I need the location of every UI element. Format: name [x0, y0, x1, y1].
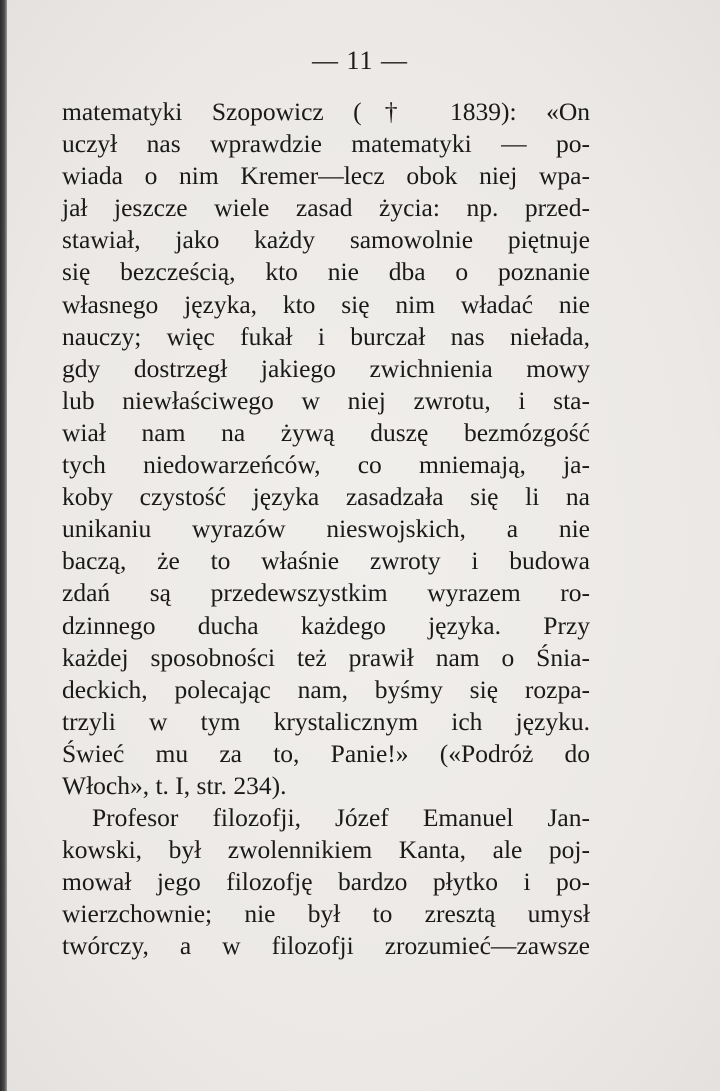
text-line: Profesor filozofji, Józef Emanuel Jan- [92, 803, 590, 833]
text-line: stawiał, jako każdy samowolnie piętnuje [62, 225, 590, 255]
text-line: uczył nas wprawdzie matematyki — po- [62, 129, 590, 159]
text-line: kowski, był zwolennikiem Kanta, ale poj- [62, 835, 590, 865]
text-line: wierzchownie; nie był to zresztą umysł [62, 899, 590, 929]
text-line: Włoch», t. I, str. 234). [62, 770, 287, 800]
text-line: twórczy, a w filozofji zrozumieć—zawsze [62, 931, 590, 961]
text-line: wiał nam na żywą duszę bezmózgość [62, 417, 590, 447]
text-line: dzinnego ducha każdego języka. Przy [62, 610, 590, 640]
text-line: się bezcześcią, kto nie dba o poznanie [62, 257, 590, 287]
text-line: jał jeszcze wiele zasad życia: np. przed- [62, 193, 590, 223]
text-line: koby czystość języka zasadzała się li na [62, 482, 590, 512]
text-line: gdy dostrzegł jakiego zwichnienia mowy [62, 353, 590, 383]
text-line: unikaniu wyrazów nieswojskich, a nie [62, 514, 590, 544]
text-line: każdej sposobności też prawił nam o Śnia- [62, 642, 590, 672]
text-line: matematyki Szopowicz († 1839): «On [62, 97, 590, 126]
text-line: wiada o nim Kremer—lecz obok niej wpa- [62, 161, 590, 191]
text-line: tych niedowarzeńców, co mniemają, ja- [62, 450, 590, 480]
text-line: zdań są przedewszystkim wyrazem ro- [62, 578, 590, 608]
text-line: mował jego filozofję bardzo płytko i po- [62, 867, 590, 897]
text-line: Świeć mu za to, Panie!» («Podróż do [62, 738, 590, 768]
text-line: własnego języka, kto się nim władać nie [62, 289, 590, 319]
text-line: nauczy; więc fukał i burczał nas niełada, [62, 321, 590, 351]
page-binding-edge [0, 0, 7, 1091]
text-line: trzyli w tym krystalicznym ich języku. [62, 706, 590, 736]
text-line: lub niewłaściwego w niej zwrotu, i sta- [62, 385, 590, 415]
text-line: baczą, że to właśnie zwroty i budowa [62, 546, 590, 576]
text-line: deckich, polecając nam, byśmy się rozpa- [62, 674, 590, 704]
body-text [62, 96, 590, 963]
page-number: — 11 — [311, 46, 409, 75]
